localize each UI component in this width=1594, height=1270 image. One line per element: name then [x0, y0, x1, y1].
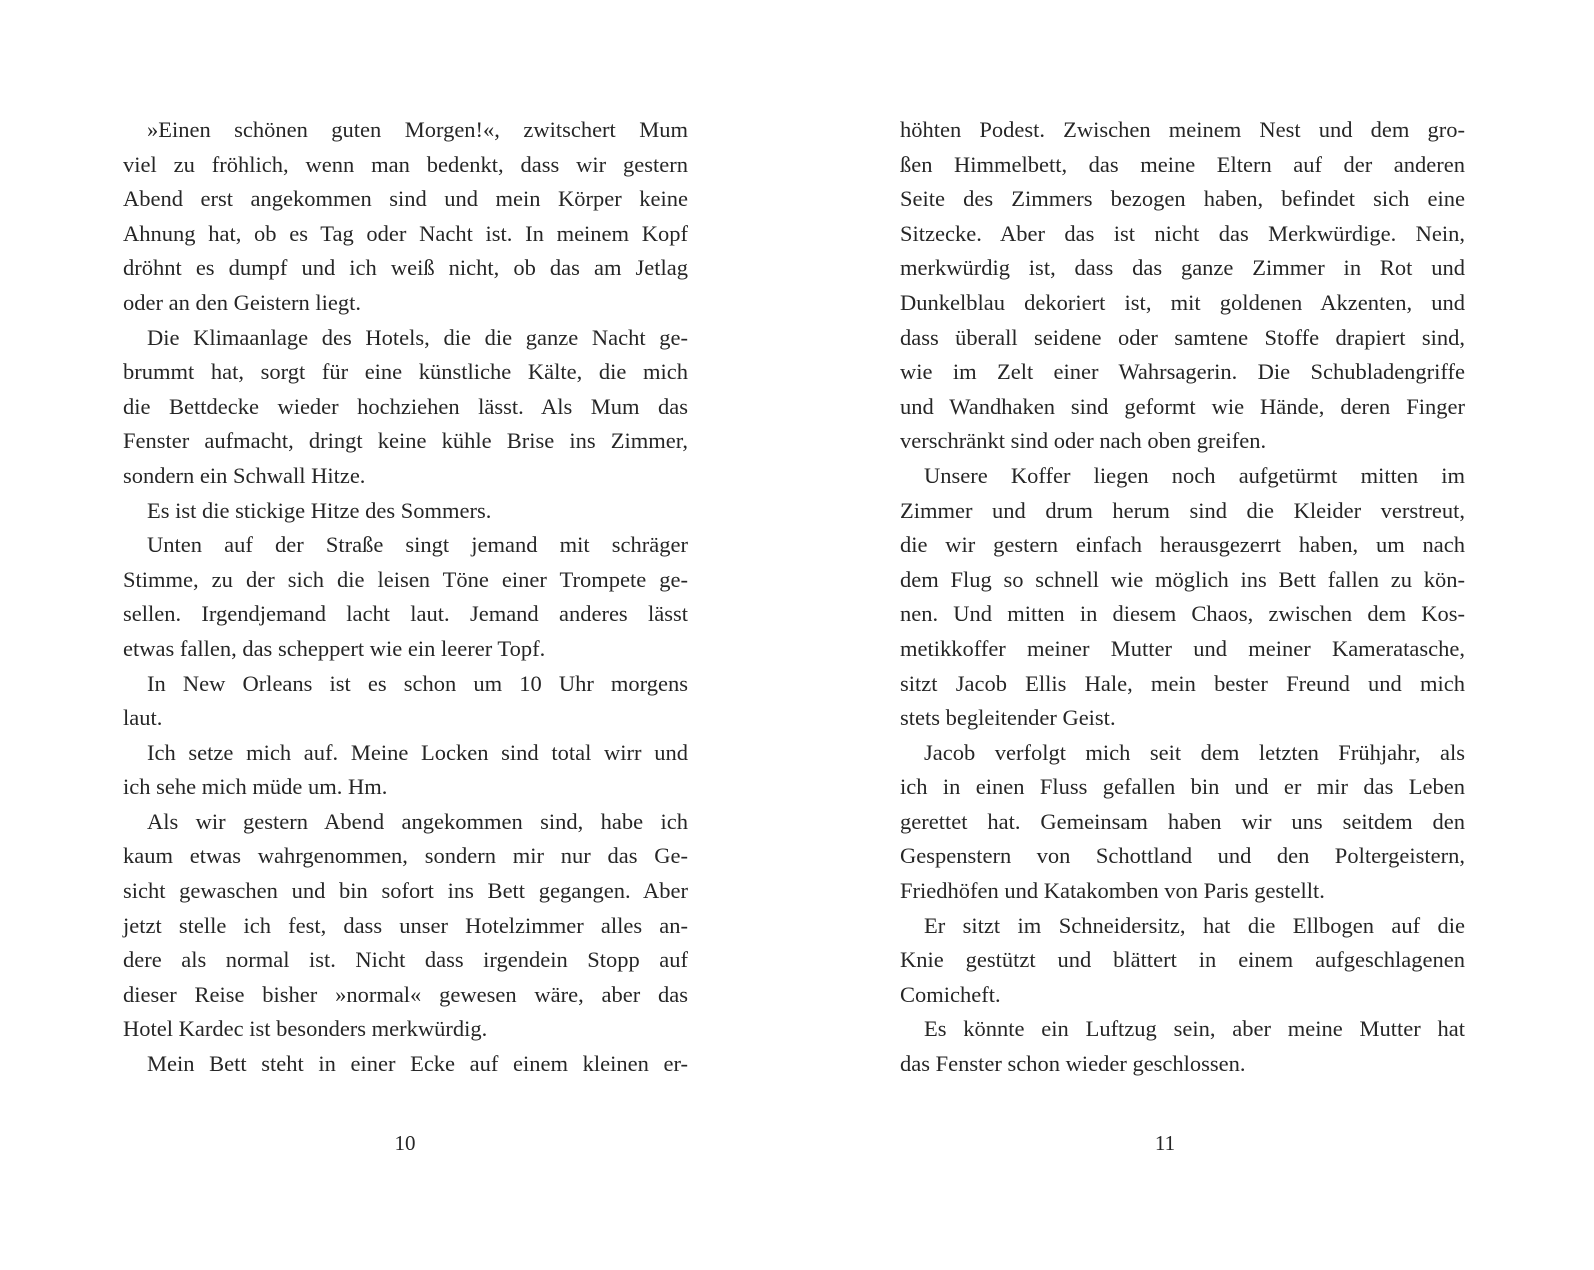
text-line: sellen. Irgendjemand lacht laut. Jemand anderes lässt: [123, 601, 688, 627]
text-line: merkwürdig ist, dass das ganze Zimmer in Rot und: [900, 255, 1465, 281]
text-line: metikkoffer meiner Mutter und meiner Kameratasche,: [900, 635, 1465, 661]
text-line: Comicheft.: [900, 981, 1001, 1007]
page-number-right: 11: [1154, 1131, 1176, 1155]
text-line: Dunkelblau dekoriert ist, mit goldenen Akzenten, und: [900, 289, 1465, 315]
text-line: die wir gestern einfach herausgezerrt haben, um nach: [900, 532, 1465, 558]
text-line: Die Klimaanlage des Hotels, die die ganze Nacht ge-: [147, 324, 688, 350]
text-line: Sitzecke. Aber das ist nicht das Merkwürdige. Nein,: [900, 220, 1465, 246]
text-line: Hotel Kardec ist besonders merkwürdig.: [123, 1016, 488, 1042]
text-line: gerettet hat. Gemeinsam haben wir uns seitdem den: [900, 808, 1465, 834]
text-line: etwas fallen, das scheppert wie ein leerer Topf.: [123, 635, 546, 661]
text-line: dröhnt es dumpf und ich weiß nicht, ob das am Jetlag: [123, 255, 688, 281]
text-line: Abend erst angekommen sind und mein Körper keine: [123, 186, 688, 212]
text-line: Seite des Zimmers bezogen haben, befindet sich eine: [900, 186, 1465, 212]
text-line: verschränkt sind oder nach oben greifen.: [900, 428, 1267, 454]
text-line: jetzt stelle ich fest, dass unser Hotelzimmer alles an-: [123, 912, 688, 938]
text-line: sitzt Jacob Ellis Hale, mein bester Freund und mich: [900, 670, 1465, 696]
text-line: Mein Bett steht in einer Ecke auf einem kleinen er-: [147, 1051, 688, 1077]
text-line: ich sehe mich müde um. Hm.: [123, 774, 388, 800]
text-line: sicht gewaschen und bin sofort ins Bett gegangen. Aber: [123, 878, 688, 904]
text-line: Unsere Koffer liegen noch aufgetürmt mitten im: [924, 462, 1465, 488]
text-line: Zimmer und drum herum sind die Kleider verstreut,: [900, 497, 1465, 523]
text-line: Es ist die stickige Hitze des Sommers.: [147, 497, 492, 523]
right-page-text: [900, 113, 1465, 1082]
text-line: oder an den Geistern liegt.: [123, 289, 362, 315]
text-line: dass überall seidene oder samtene Stoffe drapiert sind,: [900, 324, 1465, 350]
text-line: viel zu fröhlich, wenn man bedenkt, dass wir gestern: [123, 151, 688, 177]
text-line: Es könnte ein Luftzug sein, aber meine Mutter hat: [924, 1016, 1465, 1042]
text-line: wie im Zelt einer Wahrsagerin. Die Schubladengriffe: [900, 359, 1465, 385]
text-line: kaum etwas wahrgenommen, sondern mir nur das Ge-: [123, 843, 688, 869]
left-page-text: [123, 113, 688, 1082]
text-line: stets begleitender Geist.: [900, 705, 1116, 731]
text-line: In New Orleans ist es schon um 10 Uhr morgens: [147, 670, 688, 696]
text-line: dem Flug so schnell wie möglich ins Bett fallen zu kön-: [900, 566, 1465, 592]
text-line: laut.: [123, 705, 163, 731]
text-line: ich in einen Fluss gefallen bin und er mir das Leben: [900, 774, 1465, 800]
right-page: [797, 0, 1594, 1270]
text-line: Ahnung hat, ob es Tag oder Nacht ist. In meinem Kopf: [123, 220, 688, 246]
text-line: die Bettdecke wieder hochziehen lässt. Als Mum das: [123, 393, 688, 419]
page-number-left: 10: [394, 1131, 416, 1155]
text-line: sondern ein Schwall Hitze.: [123, 462, 366, 488]
text-line: Friedhöfen und Katakomben von Paris gestellt.: [900, 878, 1325, 904]
text-line: Jacob verfolgt mich seit dem letzten Frühjahr, als: [924, 739, 1465, 765]
text-line: dieser Reise bisher »normal« gewesen wäre, aber das: [123, 981, 688, 1007]
text-line: Unten auf der Straße singt jemand mit schräger: [147, 532, 688, 558]
text-line: nen. Und mitten in diesem Chaos, zwischen dem Kos-: [900, 601, 1465, 627]
text-line: ßen Himmelbett, das meine Eltern auf der anderen: [900, 151, 1465, 177]
text-line: Ich setze mich auf. Meine Locken sind total wirr und: [147, 739, 688, 765]
text-line: Gespenstern von Schottland und den Poltergeistern,: [900, 843, 1465, 869]
text-line: dere als normal ist. Nicht dass irgendein Stopp auf: [123, 947, 688, 973]
text-line: Er sitzt im Schneidersitz, hat die Ellbogen auf die: [924, 912, 1465, 938]
text-line: Fenster aufmacht, dringt keine kühle Brise ins Zimmer,: [123, 428, 688, 454]
text-line: höhten Podest. Zwischen meinem Nest und dem gro-: [900, 117, 1465, 142]
text-line: Knie gestützt und blättert in einem aufgeschlagenen: [900, 947, 1465, 973]
text-line: und Wandhaken sind geformt wie Hände, deren Finger: [900, 393, 1465, 419]
text-line: brummt hat, sorgt für eine künstliche Kälte, die mich: [123, 359, 688, 385]
text-line: »Einen schönen guten Morgen!«, zwitschert Mum: [147, 117, 688, 142]
text-line: Stimme, zu der sich die leisen Töne einer Trompete ge-: [123, 566, 688, 592]
text-line: das Fenster schon wieder geschlossen.: [900, 1051, 1246, 1077]
text-line: Als wir gestern Abend angekommen sind, habe ich: [147, 808, 688, 834]
